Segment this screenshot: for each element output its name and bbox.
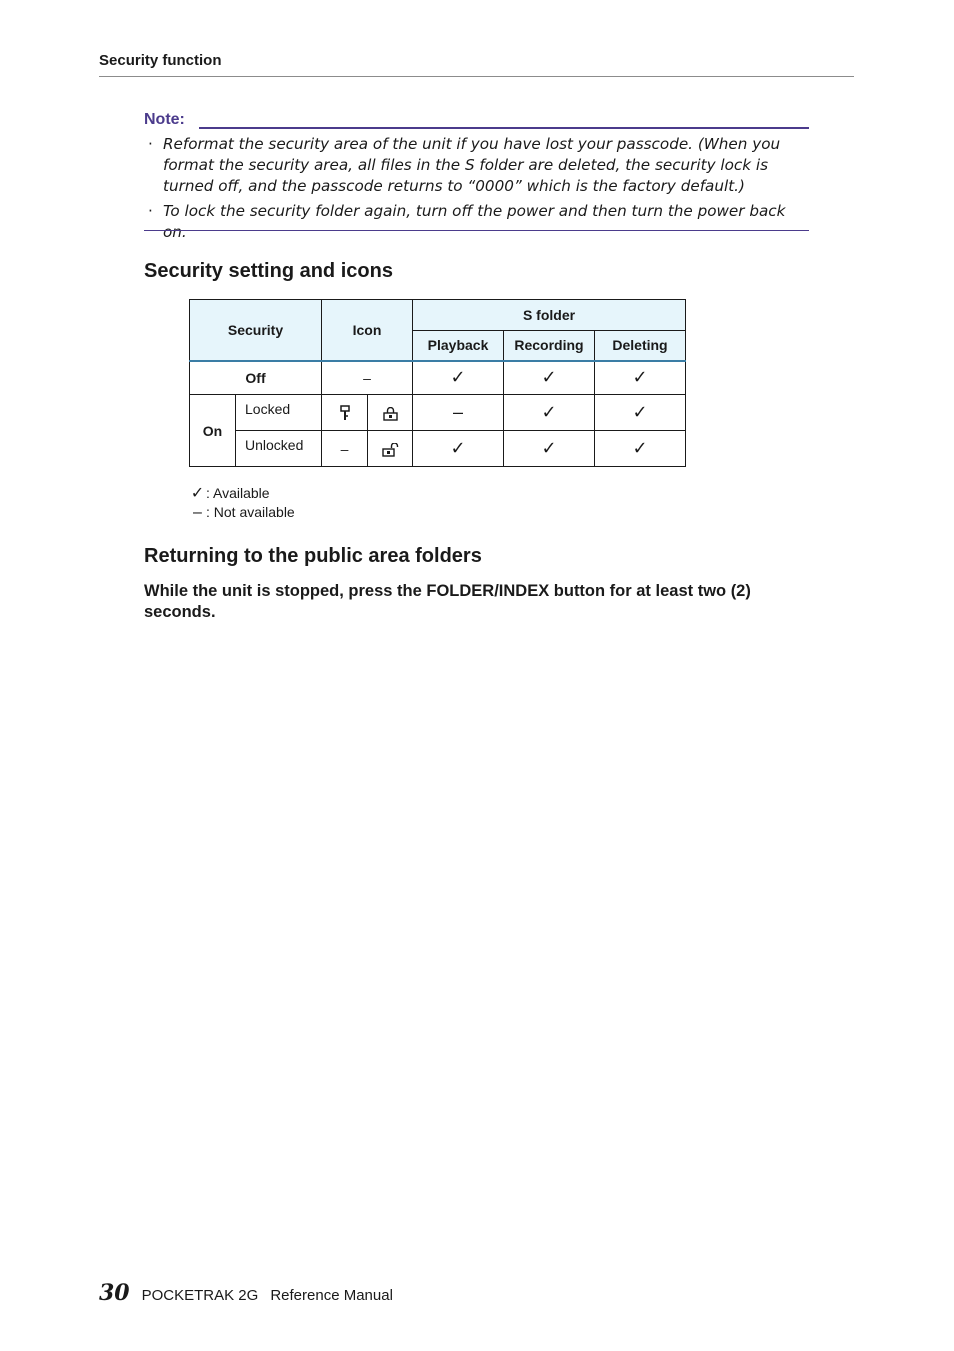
header-security: Security: [190, 300, 322, 361]
unlocked-folder-icon: [368, 431, 413, 467]
header-s-folder: S folder: [413, 300, 686, 331]
note-item-text: Reformat the security area of the unit if you have lost your passcode. (When you format the security area, all files in the S folder are deleted, the security lock is turned off, and the passcode returns to “0000” which is the factory default.): [163, 135, 781, 195]
page-footer: [99, 1280, 393, 1306]
legend-available: [189, 483, 270, 503]
status-off: Off: [190, 361, 322, 395]
table-row-unlocked: [190, 431, 686, 467]
key-icon: [322, 395, 368, 431]
note-label: Note:: [144, 111, 185, 128]
note-item: [144, 134, 810, 197]
footer-doc-title: Reference Manual: [270, 1287, 393, 1304]
deleting-mark: ✓: [595, 361, 686, 395]
header-recording: Recording: [504, 331, 595, 361]
legend-not-available-text: : Not available: [206, 504, 295, 520]
note-item: [144, 201, 810, 243]
footer-product: POCKETRAK 2G: [141, 1287, 259, 1304]
section-heading-public-folders: Returning to the public area folders: [144, 545, 482, 567]
note-bottom-divider: [144, 230, 809, 231]
check-icon: ✓: [190, 485, 205, 502]
section-heading-security-icons: Security setting and icons: [144, 260, 393, 282]
playback-mark: –: [413, 395, 504, 431]
instruction-text: While the unit is stopped, press the FOLDER/INDEX button for at least two (2) seconds.: [144, 582, 751, 621]
note-item-text: To lock the security folder again, turn off the power and then turn the power back on.: [163, 202, 786, 241]
locked-folder-icon: [368, 395, 413, 431]
dash-icon: –: [193, 504, 202, 521]
page-number: 30: [99, 1280, 130, 1306]
table-row-locked: [190, 395, 686, 431]
table-row-off: [190, 361, 686, 395]
deleting-mark: ✓: [595, 395, 686, 431]
recording-mark: ✓: [504, 395, 595, 431]
header-icon: Icon: [322, 300, 413, 361]
recording-mark: ✓: [504, 361, 595, 395]
bullet: ·: [148, 135, 153, 153]
status-on: On: [190, 395, 236, 467]
status-locked: Locked: [236, 395, 322, 431]
legend-available-text: : Available: [206, 485, 270, 501]
playback-mark: ✓: [413, 431, 504, 467]
security-table: [189, 299, 686, 467]
recording-mark: ✓: [504, 431, 595, 467]
deleting-mark: ✓: [595, 431, 686, 467]
running-header: Security function: [99, 52, 222, 69]
note-top-divider: [199, 127, 809, 129]
playback-mark: ✓: [413, 361, 504, 395]
icon-cell: –: [322, 361, 413, 395]
header-deleting: Deleting: [595, 331, 686, 361]
legend-not-available: [189, 504, 295, 522]
header-playback: Playback: [413, 331, 504, 361]
status-unlocked: Unlocked: [236, 431, 322, 467]
bullet: ·: [148, 202, 153, 220]
icon-cell: –: [322, 431, 368, 467]
header-divider: [99, 76, 854, 77]
